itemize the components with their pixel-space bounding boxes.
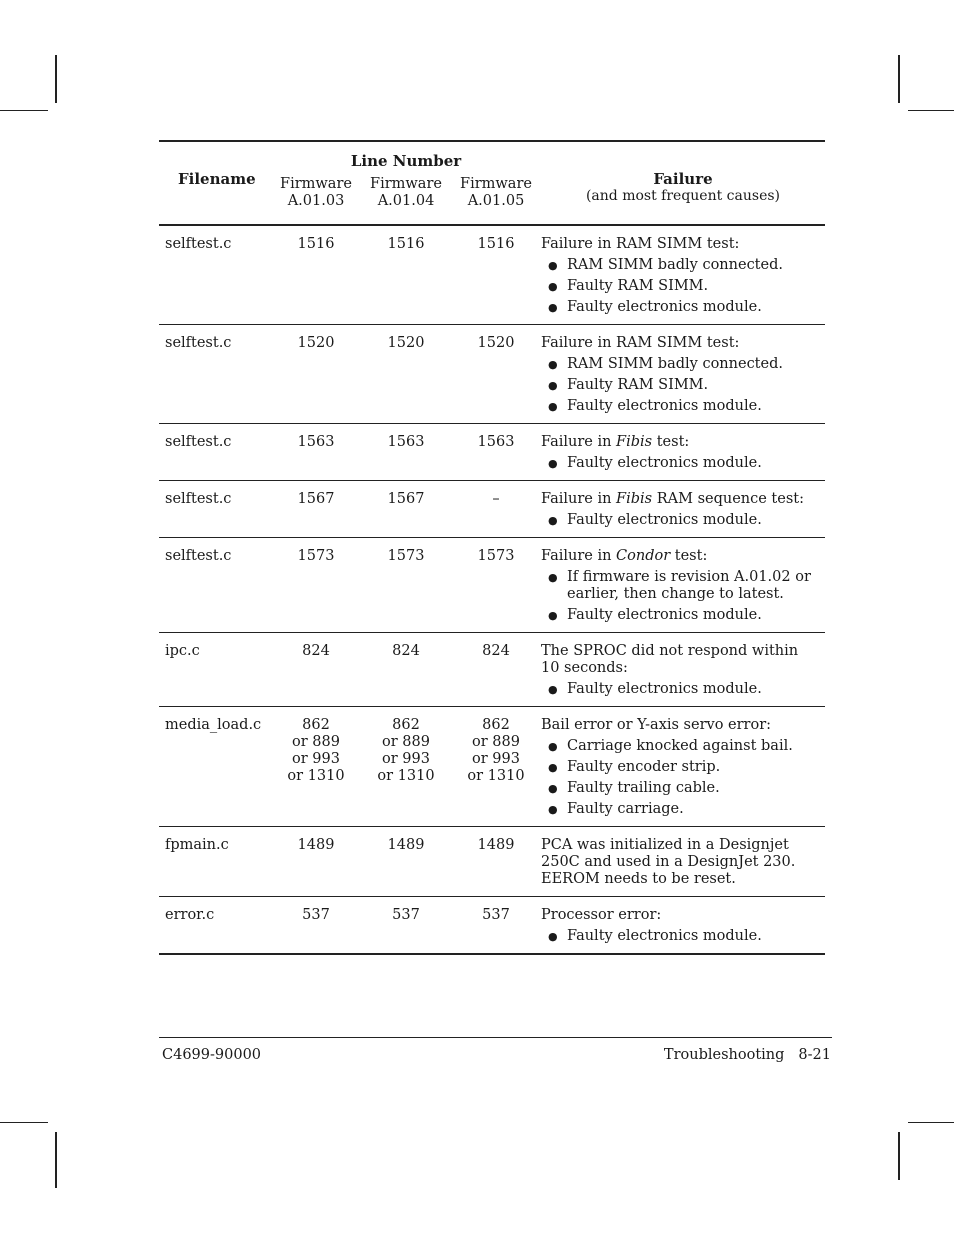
cause-list	[541, 928, 817, 945]
failure-text: Bail error or Y-axis servo error:	[541, 717, 772, 733]
cell-line-number-fw3	[451, 827, 541, 897]
cell-filename: media_load.c	[159, 707, 271, 827]
cell-failure	[541, 897, 825, 955]
cell-failure	[541, 325, 825, 424]
cause-text: Carriage knocked against bail.	[567, 738, 793, 754]
failure-text: Failure in	[541, 491, 617, 507]
footer-rule	[159, 1037, 832, 1038]
cause-text: Faulty carriage.	[567, 801, 684, 817]
cell-failure	[541, 538, 825, 633]
line-number-value: 862	[482, 717, 510, 733]
cause-item	[541, 569, 817, 603]
cell-failure	[541, 707, 825, 827]
cell-filename: fpmain.c	[159, 827, 271, 897]
crop-mark	[0, 1122, 48, 1123]
cell-filename: selftest.c	[159, 481, 271, 538]
failure-description	[541, 491, 817, 508]
line-number-value: 1489	[297, 837, 335, 853]
cause-item	[541, 356, 817, 373]
line-number-value: 1563	[477, 434, 515, 450]
cell-line-number-fw3	[451, 325, 541, 424]
cell-filename: selftest.c	[159, 325, 271, 424]
failure-description	[541, 335, 817, 352]
cell-failure	[541, 827, 825, 897]
crop-mark	[55, 55, 57, 103]
bullet-icon: ●	[548, 761, 558, 774]
cause-list	[541, 356, 817, 415]
line-number-value: 1567	[387, 491, 425, 507]
cause-item	[541, 377, 817, 394]
footer-doc-number: C4699-90000	[162, 1047, 262, 1063]
line-number-value: 537	[302, 907, 330, 923]
bullet-icon: ●	[548, 358, 558, 371]
line-number-value: 1563	[387, 434, 425, 450]
cell-failure	[541, 633, 825, 707]
bullet-icon: ●	[548, 571, 558, 584]
bullet-icon: ●	[548, 782, 558, 795]
line-number-value: 862	[392, 717, 420, 733]
firmware-version: A.01.04	[377, 193, 435, 209]
failure-description	[541, 548, 817, 565]
cell-line-number-fw2	[361, 481, 451, 538]
line-number-value: –	[492, 491, 500, 507]
failure-text: Failure in	[541, 548, 617, 564]
cause-text: Faulty electronics module.	[567, 928, 762, 944]
table-header	[159, 141, 825, 225]
line-number-value: or 1310	[467, 768, 525, 784]
failure-description	[541, 837, 817, 888]
line-number-value: 1520	[297, 335, 335, 351]
failure-test-name: Fibis	[616, 491, 653, 507]
cell-line-number-fw3	[451, 538, 541, 633]
cause-item	[541, 257, 817, 274]
footer-page-info	[664, 1047, 831, 1063]
cell-failure	[541, 225, 825, 325]
cause-text: Faulty electronics module.	[567, 299, 762, 315]
crop-mark	[898, 1132, 900, 1180]
line-number-value: 537	[482, 907, 510, 923]
failure-test-name: Condor	[616, 548, 671, 564]
failure-text: test:	[670, 548, 708, 564]
firmware-label: Firmware	[460, 176, 532, 192]
cause-list	[541, 681, 817, 698]
failure-text: The SPROC did not respond within 10 seconds:	[541, 643, 799, 676]
header-firmware-3	[451, 170, 541, 225]
line-number-value: or 889	[292, 734, 340, 750]
table-row	[159, 325, 825, 424]
cause-list	[541, 738, 817, 818]
line-number-value: or 993	[472, 751, 520, 767]
line-number-value: 1573	[297, 548, 335, 564]
failure-description	[541, 643, 817, 677]
bullet-icon: ●	[548, 400, 558, 413]
bullet-icon: ●	[548, 683, 558, 696]
header-failure-subtitle: (and most frequent causes)	[585, 188, 781, 204]
error-table	[159, 140, 825, 955]
line-number-value: or 1310	[377, 768, 435, 784]
cell-line-number-fw1	[271, 538, 361, 633]
table-row	[159, 827, 825, 897]
bullet-icon: ●	[548, 803, 558, 816]
cell-line-number-fw2	[361, 633, 451, 707]
cell-failure	[541, 424, 825, 481]
cause-list	[541, 455, 817, 472]
cause-item	[541, 512, 817, 529]
line-number-value: 1489	[387, 837, 425, 853]
cause-text: Faulty electronics module.	[567, 455, 762, 471]
line-number-value: 1516	[387, 236, 425, 252]
line-number-value: or 993	[292, 751, 340, 767]
bullet-icon: ●	[548, 740, 558, 753]
failure-text: RAM sequence test:	[652, 491, 804, 507]
failure-text: test:	[652, 434, 690, 450]
bullet-icon: ●	[548, 930, 558, 943]
header-firmware-1	[271, 170, 361, 225]
cell-line-number-fw2	[361, 225, 451, 325]
cause-item	[541, 780, 817, 797]
cause-item	[541, 398, 817, 415]
line-number-value: 1516	[477, 236, 515, 252]
firmware-label: Firmware	[280, 176, 352, 192]
header-line-number: Line Number	[271, 141, 541, 170]
firmware-version: A.01.05	[467, 193, 525, 209]
line-number-value: 1573	[387, 548, 425, 564]
failure-description	[541, 717, 817, 734]
crop-mark	[908, 110, 954, 111]
crop-mark	[55, 1132, 57, 1188]
table-row	[159, 424, 825, 481]
cell-line-number-fw2	[361, 827, 451, 897]
line-number-value: or 889	[472, 734, 520, 750]
cell-line-number-fw2	[361, 897, 451, 955]
failure-text: Processor error:	[541, 907, 662, 923]
cell-line-number-fw3	[451, 481, 541, 538]
cause-text: Faulty encoder strip.	[567, 759, 721, 775]
bullet-icon: ●	[548, 280, 558, 293]
cause-text: Faulty trailing cable.	[567, 780, 720, 796]
line-number-value: 1567	[297, 491, 335, 507]
table-row	[159, 897, 825, 955]
bullet-icon: ●	[548, 259, 558, 272]
firmware-version: A.01.03	[287, 193, 345, 209]
bullet-icon: ●	[548, 609, 558, 622]
line-number-value: 1573	[477, 548, 515, 564]
cell-line-number-fw3	[451, 897, 541, 955]
cause-text: RAM SIMM badly connected.	[567, 356, 783, 372]
cause-text: Faulty RAM SIMM.	[567, 377, 709, 393]
cell-line-number-fw3	[451, 633, 541, 707]
cause-item	[541, 299, 817, 316]
line-number-value: 824	[482, 643, 510, 659]
line-number-value: 1520	[387, 335, 425, 351]
failure-test-name: Fibis	[616, 434, 653, 450]
cell-line-number-fw1	[271, 424, 361, 481]
crop-mark	[898, 55, 900, 103]
table-body	[159, 225, 825, 954]
cell-failure	[541, 481, 825, 538]
cell-line-number-fw3	[451, 707, 541, 827]
header-failure-title: Failure	[653, 170, 713, 188]
cause-text: Faulty electronics module.	[567, 607, 762, 623]
cell-line-number-fw1	[271, 707, 361, 827]
cell-filename: selftest.c	[159, 424, 271, 481]
footer-section: Troubleshooting	[663, 1047, 785, 1063]
cell-line-number-fw1	[271, 897, 361, 955]
line-number-value: 1520	[477, 335, 515, 351]
cell-line-number-fw1	[271, 225, 361, 325]
cause-list	[541, 257, 817, 316]
failure-text: Failure in	[541, 434, 617, 450]
header-filename: Filename	[159, 141, 271, 225]
cell-line-number-fw1	[271, 481, 361, 538]
cell-line-number-fw1	[271, 325, 361, 424]
cell-line-number-fw3	[451, 424, 541, 481]
bullet-icon: ●	[548, 379, 558, 392]
cell-line-number-fw2	[361, 707, 451, 827]
error-table-container	[159, 140, 825, 955]
crop-mark	[908, 1122, 954, 1123]
cause-item	[541, 455, 817, 472]
bullet-icon: ●	[548, 514, 558, 527]
failure-description	[541, 236, 817, 253]
line-number-value: or 993	[382, 751, 430, 767]
cell-line-number-fw1	[271, 633, 361, 707]
crop-mark	[0, 110, 48, 111]
cause-item	[541, 738, 817, 755]
line-number-value: or 1310	[287, 768, 345, 784]
line-number-value: 537	[392, 907, 420, 923]
cause-item	[541, 681, 817, 698]
cause-text: Faulty electronics module.	[567, 398, 762, 414]
footer-page-number: 8-21	[798, 1047, 831, 1063]
cause-list	[541, 569, 817, 624]
cell-filename: ipc.c	[159, 633, 271, 707]
header-firmware-2	[361, 170, 451, 225]
failure-description	[541, 434, 817, 451]
table-row	[159, 481, 825, 538]
cause-item	[541, 759, 817, 776]
cell-line-number-fw1	[271, 827, 361, 897]
table-row	[159, 538, 825, 633]
line-number-value: 862	[302, 717, 330, 733]
bullet-icon: ●	[548, 301, 558, 314]
cause-item	[541, 278, 817, 295]
cause-text: Faulty electronics module.	[567, 512, 762, 528]
cell-line-number-fw2	[361, 325, 451, 424]
cause-text: RAM SIMM badly connected.	[567, 257, 783, 273]
failure-text: PCA was initialized in a Designjet 250C and used in a DesignJet 230. EEROM needs to be reset.	[541, 837, 796, 887]
cause-item	[541, 607, 817, 624]
table-row	[159, 225, 825, 325]
cell-line-number-fw2	[361, 538, 451, 633]
failure-text: Failure in RAM SIMM test:	[541, 236, 740, 252]
line-number-value: 824	[392, 643, 420, 659]
cell-filename: error.c	[159, 897, 271, 955]
table-row	[159, 633, 825, 707]
line-number-value: 1563	[297, 434, 335, 450]
cell-filename: selftest.c	[159, 538, 271, 633]
line-number-value: 1489	[477, 837, 515, 853]
cell-filename: selftest.c	[159, 225, 271, 325]
line-number-value: 824	[302, 643, 330, 659]
cause-text: Faulty RAM SIMM.	[567, 278, 709, 294]
cause-item	[541, 801, 817, 818]
cell-line-number-fw3	[451, 225, 541, 325]
cause-text: Faulty electronics module.	[567, 681, 762, 697]
cell-line-number-fw2	[361, 424, 451, 481]
failure-text: Failure in RAM SIMM test:	[541, 335, 740, 351]
cause-text: If firmware is revision A.01.02 or earlier, then change to latest.	[567, 569, 811, 602]
table-row	[159, 707, 825, 827]
header-failure	[541, 141, 825, 225]
bullet-icon: ●	[548, 457, 558, 470]
cause-list	[541, 512, 817, 529]
line-number-value: 1516	[297, 236, 335, 252]
failure-description	[541, 907, 817, 924]
firmware-label: Firmware	[370, 176, 442, 192]
line-number-value: or 889	[382, 734, 430, 750]
cause-item	[541, 928, 817, 945]
